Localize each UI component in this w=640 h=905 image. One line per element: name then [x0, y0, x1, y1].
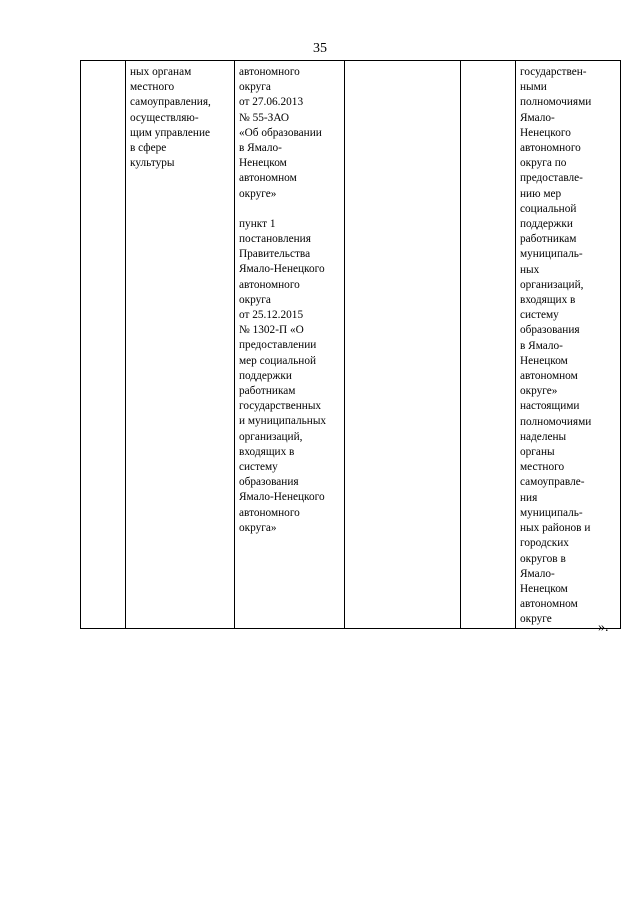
- document-table: [80, 60, 621, 629]
- table-cell-number: [81, 61, 126, 629]
- page-number: 35: [313, 41, 327, 56]
- cell-body-text: ных органам местного самоуправления, осуществляю- щим управление в сфере культуры: [130, 66, 211, 170]
- legal-basis-paragraph-1: автономного округа от 27.06.2013 № 55-ЗАО «Об образовании в Ямало- Ненецком автономном округе»: [239, 66, 322, 200]
- table-cell-empty-2: [461, 61, 516, 629]
- legal-basis-paragraph-2: пункт 1 постановления Правительства Ямало-Ненецкого автономного округа от 25.12.2015 № 1302-П «О предоставлении мер социальной поддержки работникам государственных и муниципальных организаций, входящих в систему образования Ямало-Ненецкого автономного округа»: [239, 217, 327, 534]
- powers-text: государствен- ными полномочиями Ямало- Ненецкого автономного округа по предоставле- нию мер социальной поддержки работникам муниципаль- ных организаций, входящих в систему образования в Ямало- Ненецком автономном округе» настоящими полномочиями наделены органы местного самоуправле- ния муниципаль- ных районов и городских округов в Ямало- Ненецком автономном округе: [520, 66, 592, 626]
- table-cell-legal-basis: [235, 61, 345, 629]
- table-cell-empty-1: [345, 61, 461, 629]
- closing-quote-mark: ».: [598, 620, 609, 635]
- table-cell-body: [126, 61, 235, 629]
- table-row: [81, 61, 621, 629]
- table-cell-powers: [516, 61, 621, 629]
